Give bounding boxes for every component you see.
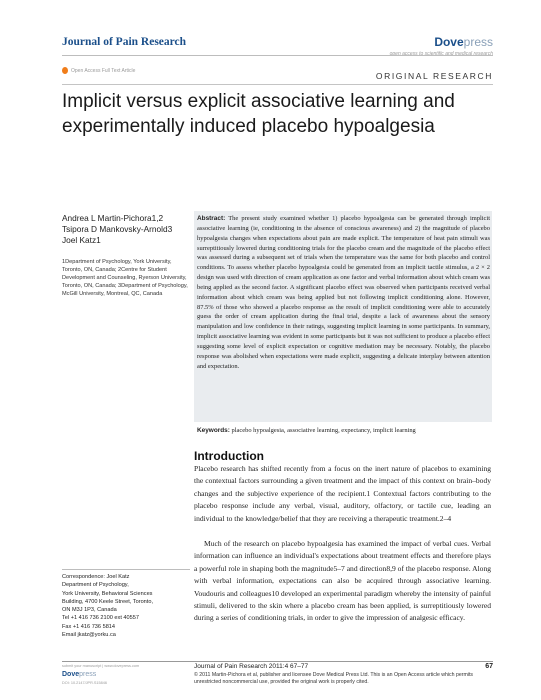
- article-title: Implicit versus explicit associative learning and experimentally induced placebo hypoalgesia: [62, 91, 455, 137]
- submit-manuscript-link[interactable]: submit your manuscript | www.dovepress.com: [62, 664, 140, 668]
- section-divider: [62, 84, 493, 85]
- keywords: [197, 426, 490, 435]
- correspondence-divider: [62, 569, 190, 570]
- introduction-paragraph-2: Much of the research on placebo hypoalgesia has examined the impact of verbal cues. Verbal information can influence an individual's expectations about treatment effects and therefore plays a powerful role in shaping both the magnitude5–7 and direction8,9 of the placebo response. Along with verbal information, expectations can also be acquired through associative learning. Voudouris and colleagues10 developed an experimental paradigm whereby the intensity of painful stimuli, delivered to the skin where a placebo cream has been applied, is surreptitiously lowered during a series of conditioning trials, in order to give the impression of analgesic efficacy.: [194, 539, 491, 623]
- copyright-notice: © 2011 Martin-Pichora et al, publisher and licensee Dove Medical Press Ltd. This is an Open Access article which permits unrestricted noncommercial use, provided the original work is properly cited.: [194, 672, 473, 685]
- abstract-text: The present study examined whether 1) placebo hypoalgesia can be generated through implicit associative learning (ie, conditioning in the absence of conscious awareness) and 2) the magnitude of placebo hypoalgesia changes when expectations about pain are made explicit. The temperature of heat pain stimuli was surreptitiously lowered during conditioning trials for the placebo cream and the magnitude of the placebo effect was assessed during a subsequent set of trials when the temperature was the same for both placebo and control conditions. To assess whether placebo hypoalgesia could be generated from an implicit tactile stimulus, a 2 × 2 design was used with direction of cream application as one factor and verbal information about which cream was being applied as the second factor. A significant placebo effect was observed when participants received verbal information about which cream was being applied but not following implicit conditioning alone. However, 87.5% of those who showed a placebo response as the result of implicit conditioning were able to accurately guess the order of cream application during the final trial, despite a lack of awareness about the sensory manipulation and low confidence in their ratings, suggesting implicit learning in some participants. In summary, implicit associative learning was evident in some participants but it was not sufficient to produce a placebo effect suggesting some level of explicit expectation or cognitive mediation may be necessary. Notably, the placebo response was abolished when expectations were made explicit, suggesting a delicate interplay between attention and expectation.: [197, 215, 490, 370]
- publisher-logo: [434, 35, 493, 49]
- article-section: ORIGINAL RESEARCH: [375, 71, 493, 81]
- doi[interactable]: DOI: 10.2147/JPR.S15846: [62, 681, 107, 685]
- author-name: Joel Katz1: [62, 235, 101, 246]
- introduction-heading: Introduction: [194, 449, 264, 463]
- author-name: Andrea L Martin-Pichora1,2: [62, 213, 164, 223]
- correspondence-line: Correspondence: Joel Katz: [62, 574, 130, 580]
- correspondence-email[interactable]: Email jkatz@yorku.ca: [62, 632, 116, 639]
- journal-name: Journal of Pain Research: [62, 36, 187, 48]
- page-number: 67: [485, 663, 493, 670]
- author-list: [62, 213, 192, 247]
- publisher-logo-press: press: [463, 35, 493, 49]
- correspondence-line: Fax +1 416 736 5814: [62, 623, 116, 630]
- publisher-tagline: open access to scientific and medical research: [389, 51, 493, 57]
- correspondence-line: ON M3J 1P3, Canada: [62, 607, 117, 614]
- footer-divider: [62, 661, 493, 662]
- correspondence-line: Department of Psychology,: [62, 582, 129, 589]
- correspondence-line: York University, Behavioral Sciences: [62, 590, 153, 597]
- introduction-paragraph-1: Placebo research has shifted recently from a focus on the inert nature of placebos to examining the contextual factors surrounding a given treatment and the impact of this context on brain–body changes and the subjective experience of the recipient.1 Contextual factors contributing to the placebo response include any verbal, visual, auditory, olfactory, or tactile cue, leading an individual to the knowledge/belief that they are receiving a therapeutic treatment.2–4: [194, 464, 491, 523]
- footer-logo-dove: Dove: [62, 671, 80, 678]
- keywords-label: Keywords:: [197, 427, 230, 434]
- footer-logo-press: press: [79, 671, 97, 678]
- correspondence-line: Tel +1 416 736 2100 ext 40557: [62, 615, 139, 622]
- open-access-label: Open Access Full Text Article: [71, 67, 136, 74]
- publisher-logo-dove: Dove: [434, 35, 464, 49]
- keywords-text: placebo hypoalgesia, associative learning, expectancy, implicit learning: [229, 427, 416, 434]
- author-affiliations: 1Department of Psychology, York University, Toronto, ON, Canada; 2Centre for Student Development and Counseling, Ryerson University, Toronto, ON, Canada; 3Department of Psychology, McGill University, Montreal, QC, Canada: [62, 259, 188, 298]
- open-access-badge: [62, 67, 135, 74]
- correspondence-block: [62, 573, 190, 639]
- journal-citation: Journal of Pain Research 2011:4 67–77: [194, 663, 309, 670]
- footer-publisher-logo: [62, 671, 96, 678]
- correspondence-line: Building, 4700 Keele Street, Toronto,: [62, 598, 154, 605]
- abstract: [197, 214, 490, 372]
- header-divider: [62, 55, 493, 56]
- abstract-label: Abstract:: [197, 215, 226, 222]
- open-access-icon: [62, 67, 68, 74]
- author-name: Tsipora D Mankovsky-Arnold3: [62, 224, 173, 235]
